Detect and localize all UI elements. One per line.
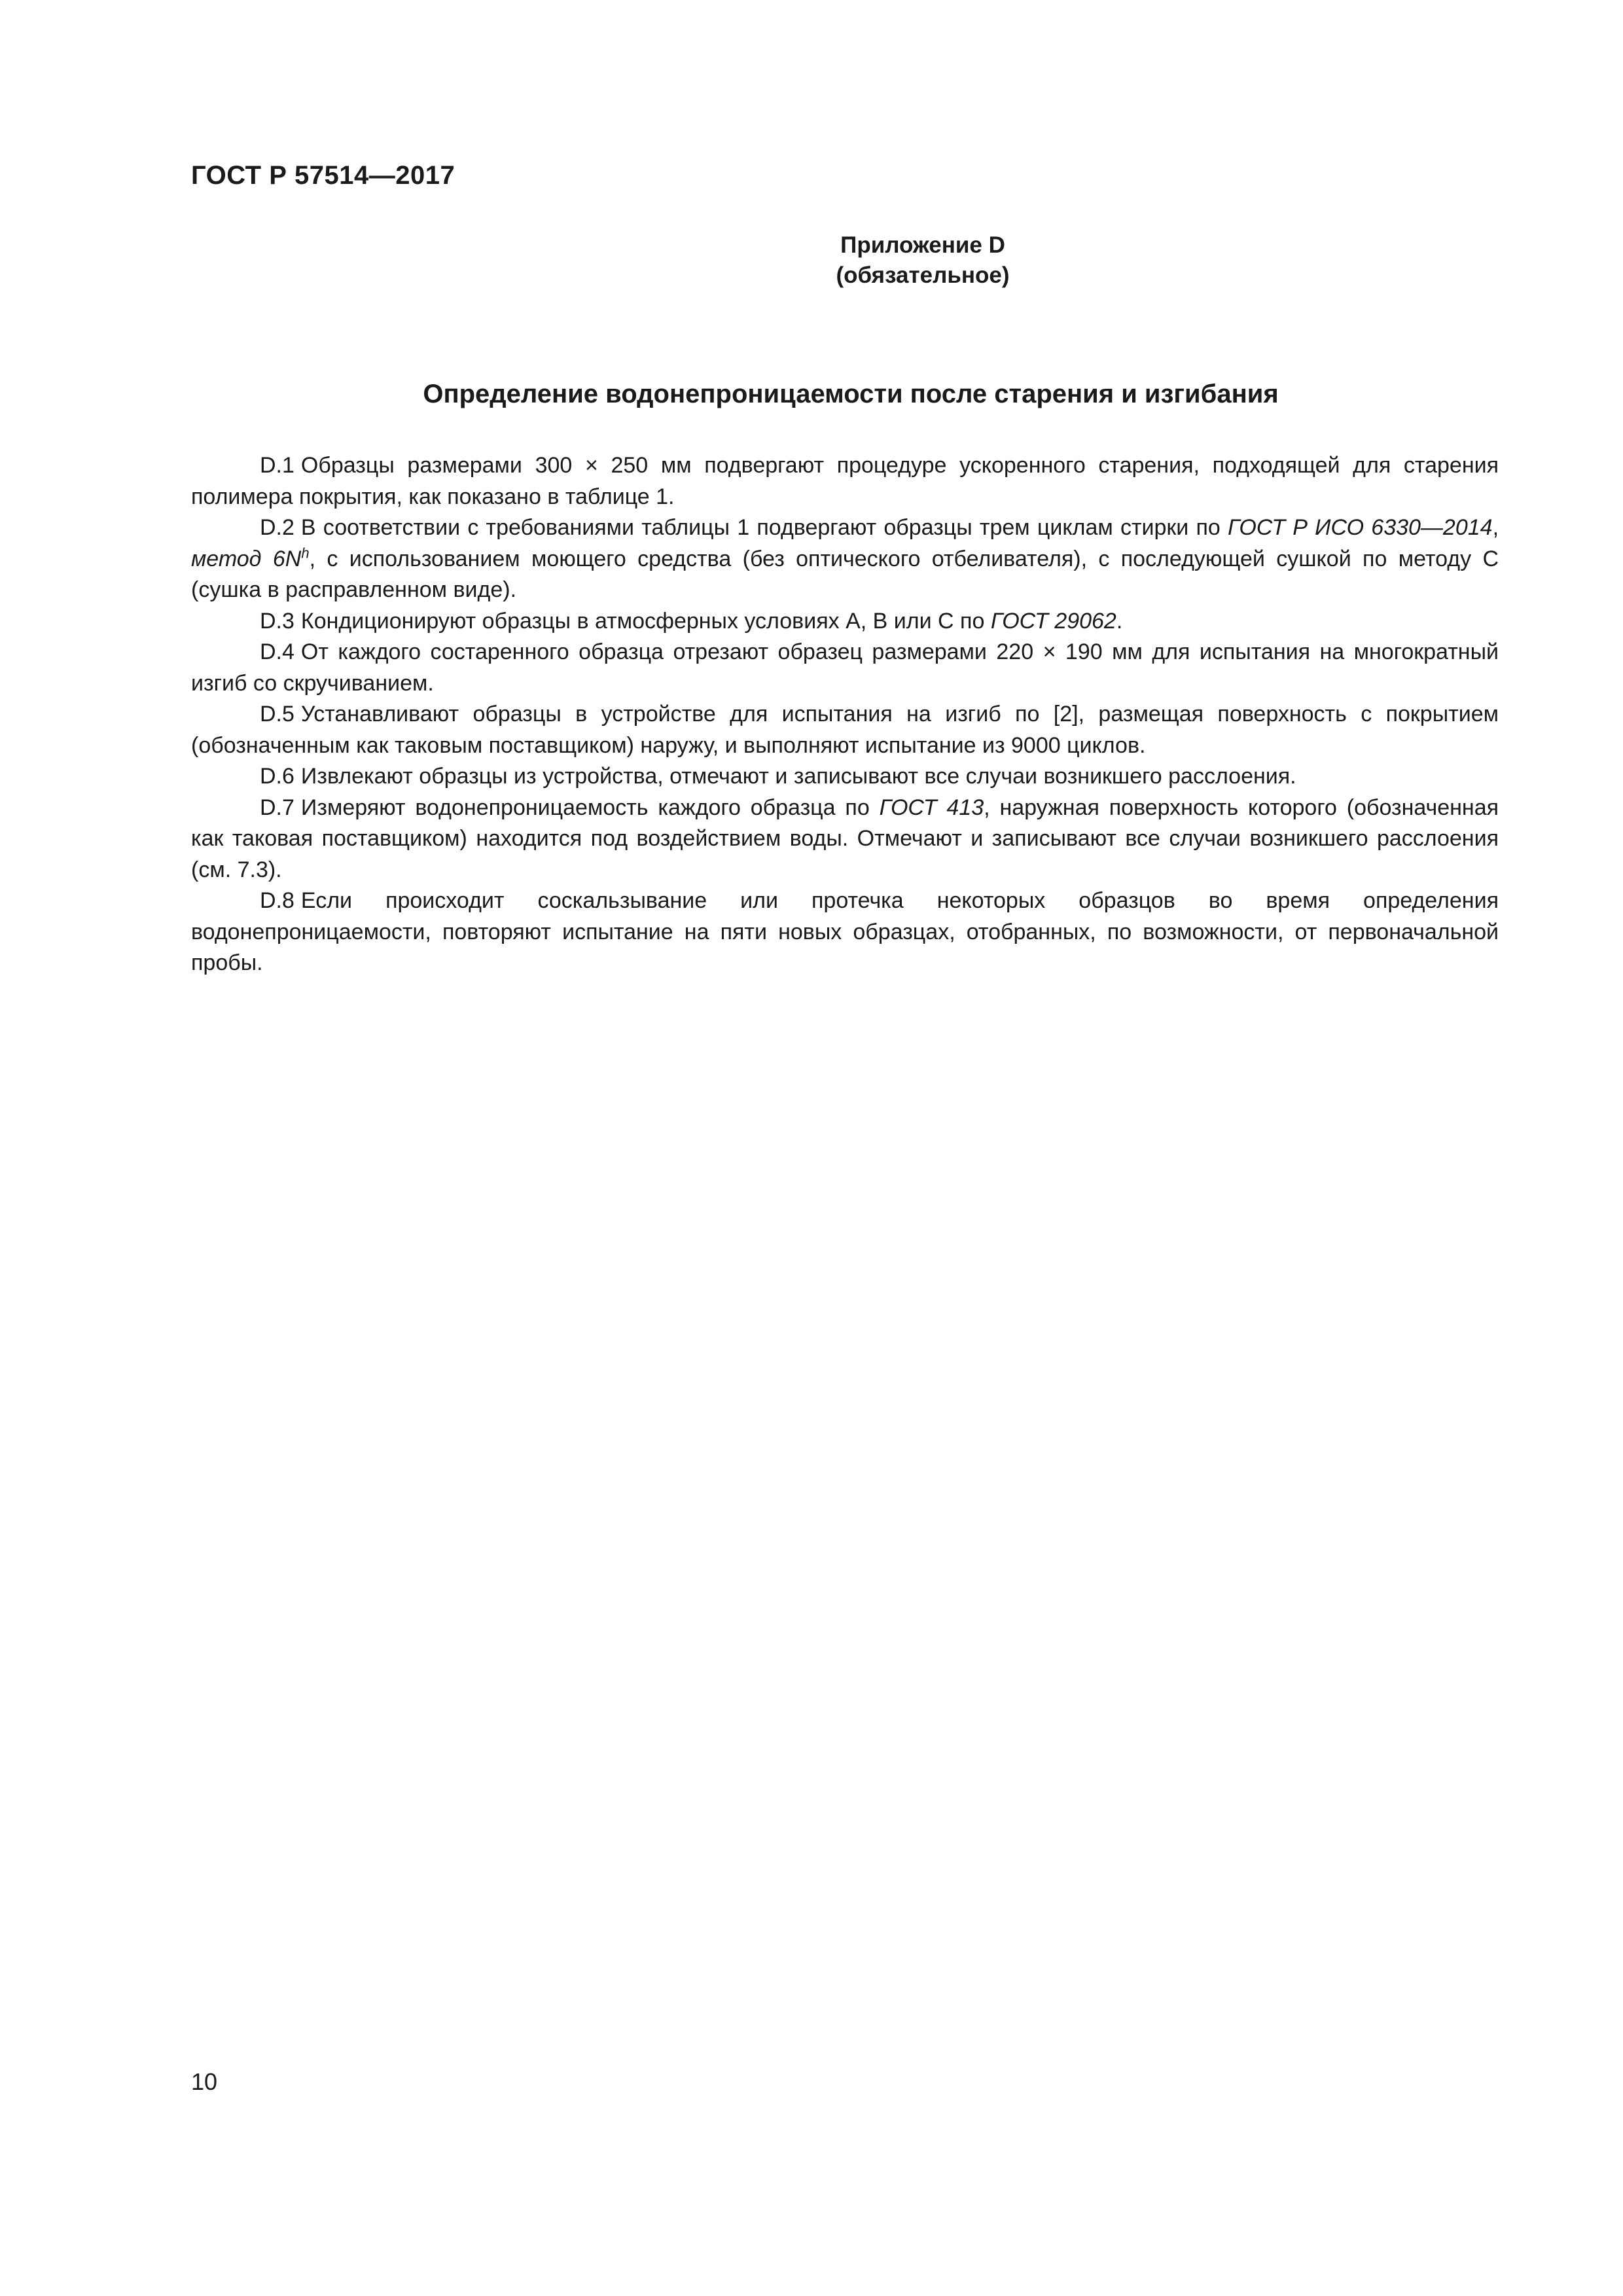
paragraph-number: D.4: [260, 639, 294, 664]
paragraph-d-7: [191, 793, 1499, 886]
paragraph-text: , наружная поверхность которого (обозначенная как таковая поставщиком) находится под воздействием воды. Отмечают и записывают все случаи возникшего расслоения (см. 7.3).: [191, 795, 1499, 882]
paragraph-d-6: [191, 761, 1499, 793]
paragraph-text: , с использованием моющего средства (без оптического отбеливателя), с последующей сушкой по методу С (сушка в расправленном виде).: [191, 546, 1499, 602]
reference-text: [301, 545, 309, 561]
paragraph-text: ,: [1492, 515, 1499, 540]
body-text: [191, 450, 1499, 979]
paragraph-d-3: [191, 606, 1499, 637]
section-title: Определение водонепроницаемости после старения и изгибания: [423, 380, 1279, 408]
paragraph-text: Устанавливают образцы в устройстве для испытания на изгиб по [2], размещая поверхность с покрытием (обозначенным как таковым поставщиком) наружу, и выполняют испытание из 9000 циклов.: [191, 702, 1499, 758]
reference-text: ГОСТ Р ИСО 6330—2014: [1228, 515, 1493, 540]
paragraph-number: D.3: [260, 608, 294, 634]
page-number: 10: [191, 2068, 218, 2095]
paragraph-text: Образцы размерами 300 × 250 мм подвергают процедуре ускоренного старения, подходящей для старения полимера покрытия, как показано в таблице 1.: [191, 453, 1499, 509]
paragraph-text: Измеряют водонепроницаемость каждого образца по: [300, 795, 880, 820]
paragraph-number: D.2: [260, 515, 294, 540]
paragraph-number: D.8: [260, 888, 294, 913]
paragraph-number: D.1: [260, 453, 294, 478]
paragraph-d-1: [191, 450, 1499, 512]
reference-text: ГОСТ 413: [879, 795, 984, 820]
superscript-text: h: [301, 545, 310, 562]
paragraph-number: D.6: [260, 764, 294, 789]
appendix-label: Приложение D: [840, 232, 1005, 258]
paragraph-d-2: [191, 512, 1499, 606]
reference-text: ГОСТ 29062: [990, 608, 1116, 634]
paragraph-text: Кондиционируют образцы в атмосферных условиях А, В или С по: [300, 608, 991, 634]
document-code: ГОСТ Р 57514—2017: [191, 161, 455, 190]
paragraph-d-8: [191, 886, 1499, 979]
reference-text: метод 6N: [191, 546, 302, 571]
paragraph-text: В соответствии с требованиями таблицы 1 подвергают образцы трем циклам стирки по: [300, 515, 1228, 540]
paragraph-text: От каждого состаренного образца отрезают образец размерами 220 × 190 мм для испытания на многократный изгиб со скручиванием.: [191, 639, 1499, 696]
paragraph-text: Если происходит соскальзывание или протечка некоторых образцов во время определения водонепроницаемости, повторяют испытание на пяти новых образцах, отобранных, по возможности, от первоначальной пробы.: [191, 888, 1499, 975]
appendix-status: (обязательное): [836, 262, 1010, 288]
paragraph-d-4: [191, 637, 1499, 699]
paragraph-d-5: [191, 699, 1499, 761]
paragraph-number: D.7: [260, 795, 294, 820]
paragraph-text: .: [1116, 608, 1123, 634]
paragraph-text: Извлекают образцы из устройства, отмечают и записывают все случаи возникшего расслоения.: [300, 764, 1296, 789]
appendix-heading: [0, 230, 1623, 291]
paragraph-number: D.5: [260, 702, 294, 726]
